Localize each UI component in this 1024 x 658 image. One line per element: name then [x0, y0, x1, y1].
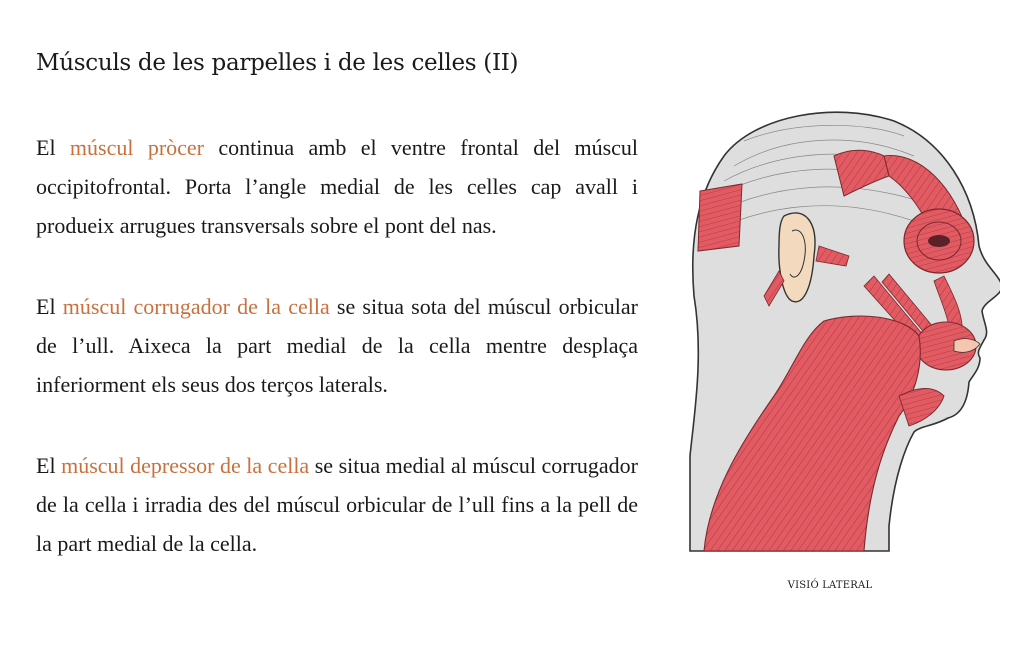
text-column — [36, 128, 638, 605]
paragraph-corrugator-text: se situa sota del múscul orbicular de l’ull. Aixeca la part medial de la cella mentre desplaça inferiorment els seus dos terços laterals. — [36, 294, 638, 397]
paragraph-depressor — [36, 446, 638, 563]
highlight-corrugator-muscle: múscul corrugador de la cella — [62, 294, 330, 319]
occipital-muscle — [698, 184, 742, 251]
article-word: El — [36, 135, 56, 160]
highlight-procer-muscle: múscul pròcer — [69, 135, 205, 160]
paragraph-corrugator — [36, 287, 638, 404]
article-word: El — [36, 294, 56, 319]
figure-caption: VISIÓ LATERAL — [787, 580, 873, 591]
page-title: Músculs de les parpelles i de les celles (II) — [36, 50, 519, 76]
highlight-depressor-muscle: múscul depressor de la cella — [61, 453, 310, 478]
head-muscles-illustration — [684, 96, 1000, 556]
paragraph-procer-text: continua amb el ventre frontal del múscul occipitofrontal. Porta l’angle medial de les celles cap avall i produeix arrugues transversals sobre el pont del nas. — [36, 135, 639, 238]
orbicularis-oculi-muscle — [904, 209, 974, 273]
paragraph-depressor-text: se situa medial al múscul corrugador de la cella i irradia des del múscul orbicular de l’ull fins a la pell de la part medial de la cella. — [36, 453, 639, 556]
paragraph-procer — [36, 128, 638, 245]
article-word: El — [36, 453, 56, 478]
